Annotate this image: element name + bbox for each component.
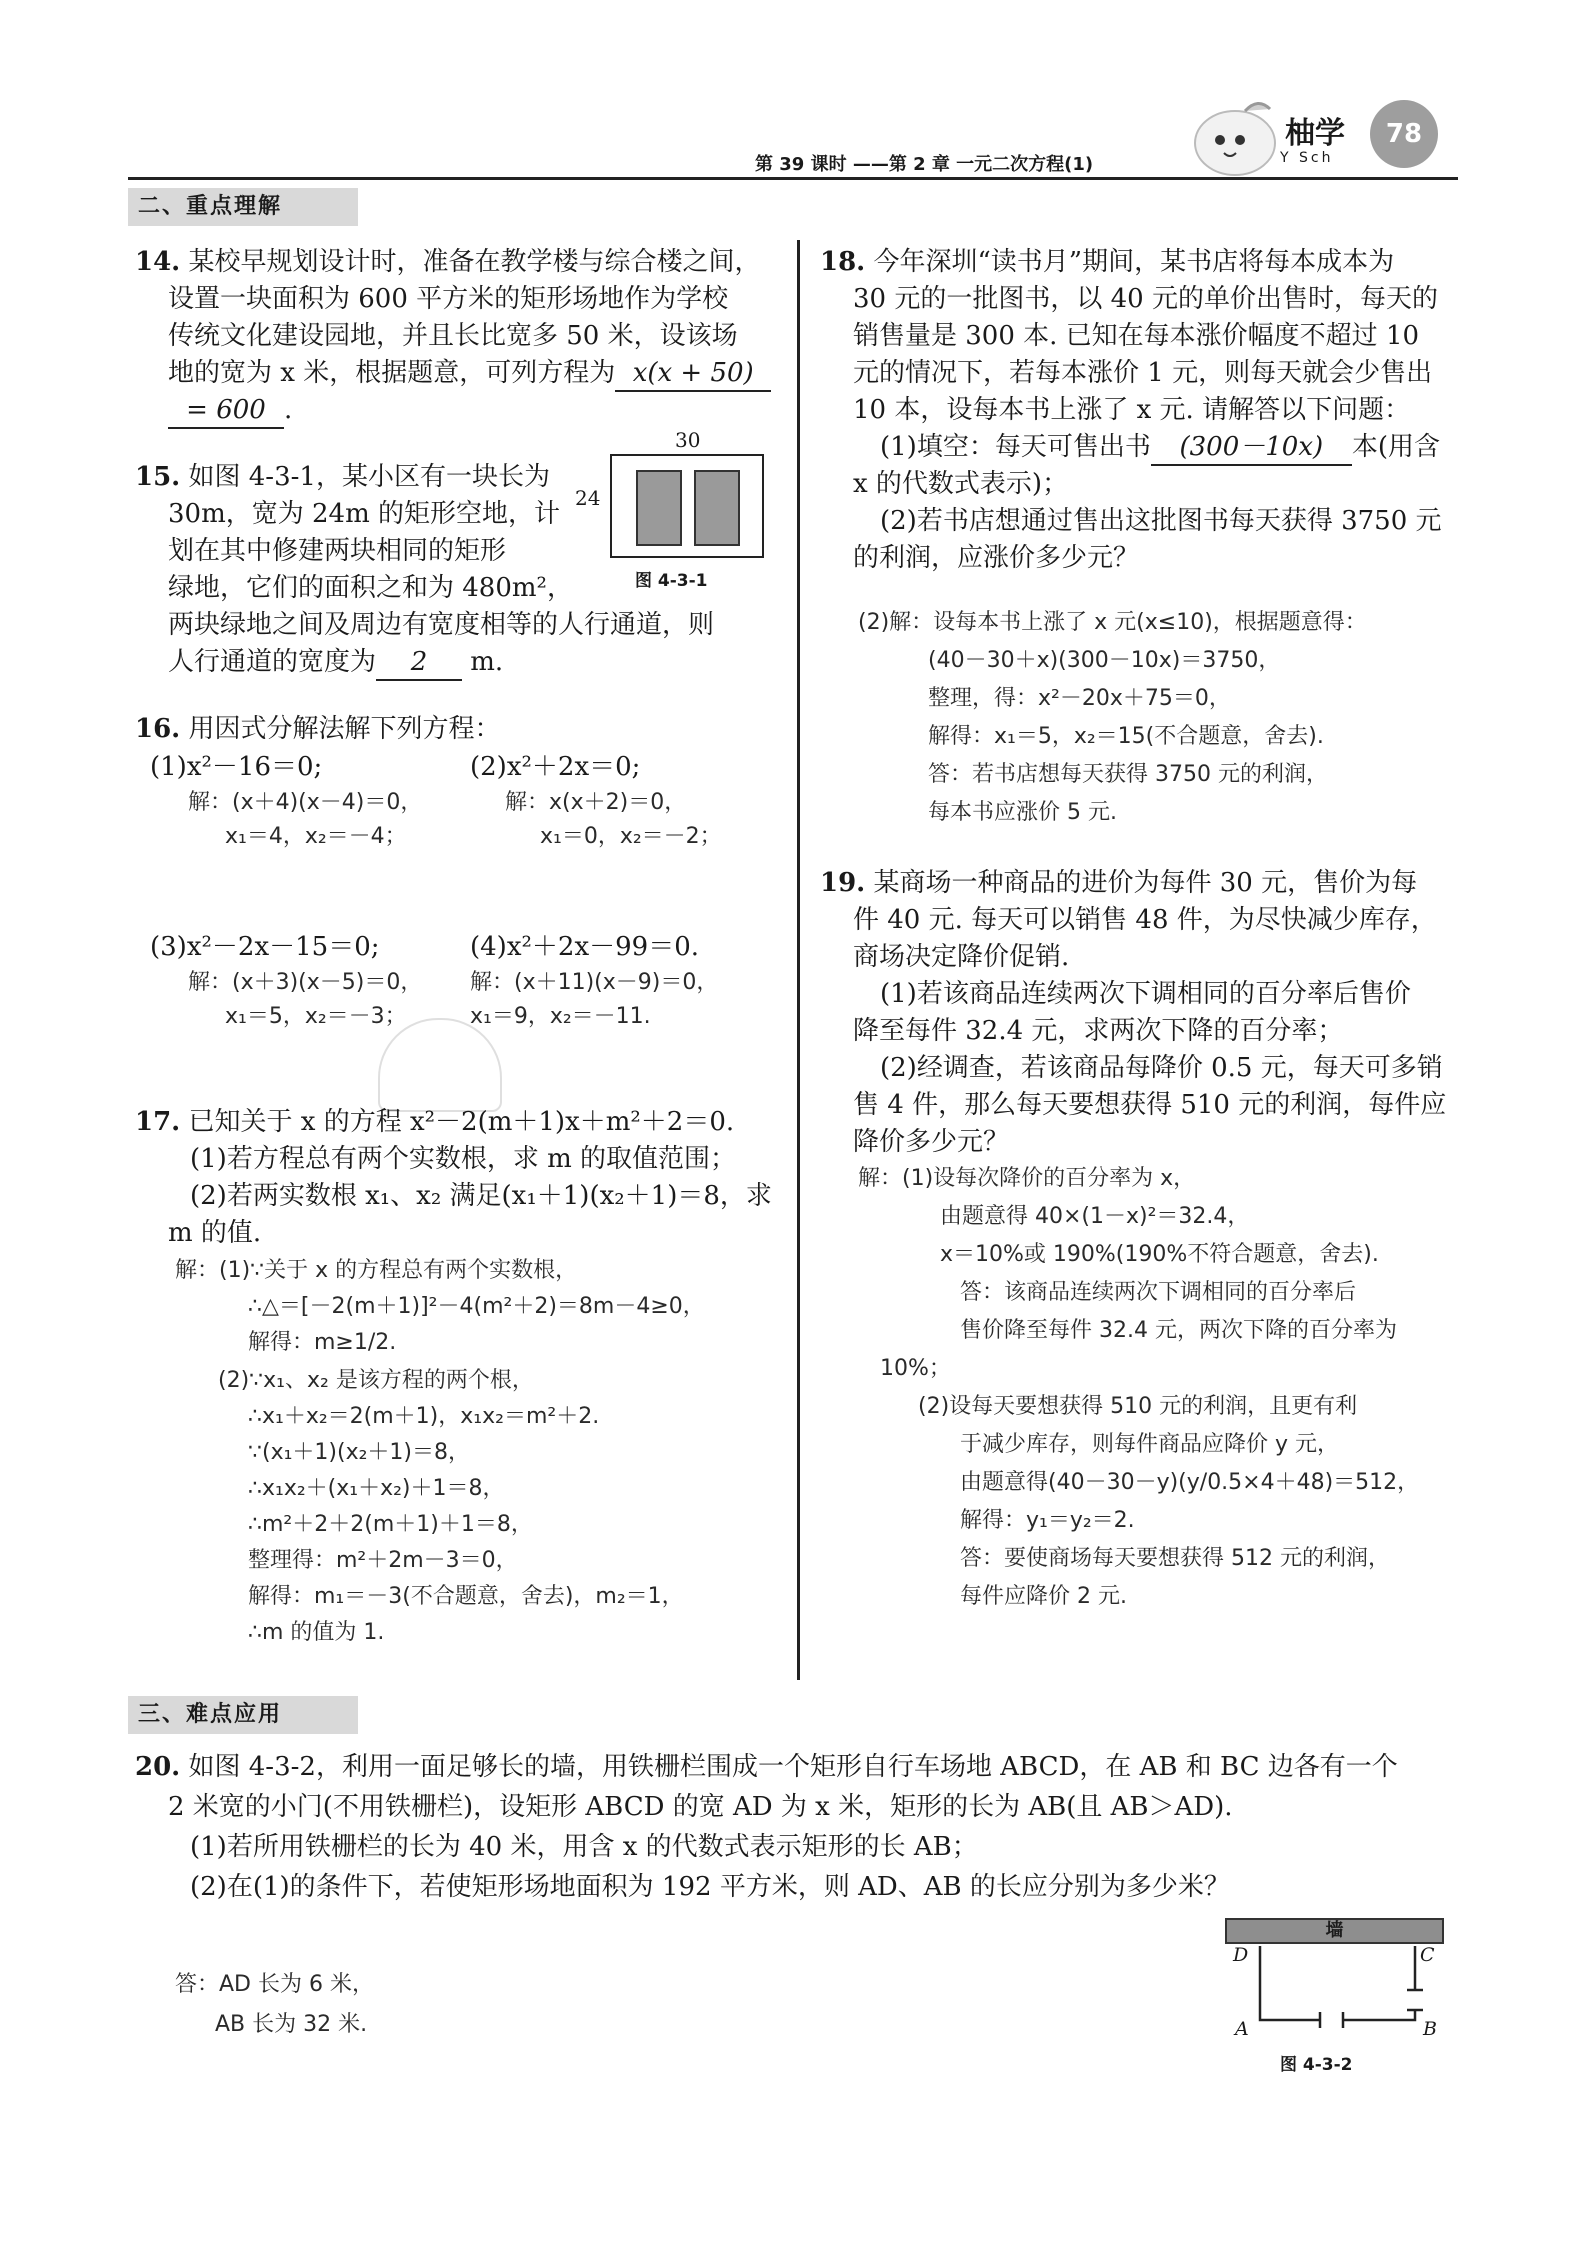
q16-part2-sol2: x₁＝0，x₂＝－2； xyxy=(540,824,722,849)
q18-sol-2: (40－30＋x)(300－10x)＝3750， xyxy=(928,648,1281,673)
q19-line4: (1)若该商品连续两次下调相同的百分率后售价 xyxy=(880,979,1411,1009)
q15-unit: m. xyxy=(470,647,504,677)
header-rule xyxy=(128,177,1458,180)
q20-number: 20. xyxy=(135,1752,181,1782)
q16-part2: (2)x²＋2x＝0; xyxy=(470,752,641,782)
q20-sol-2: AB 长为 32 米. xyxy=(215,2012,368,2037)
q16-part3-sol2: x₁＝5，x₂＝－3； xyxy=(225,1004,407,1029)
q15-number: 15. xyxy=(135,462,181,492)
q15-line2: 30m，宽为 24m 的矩形空地，计 xyxy=(168,499,561,529)
q18-line1 xyxy=(820,245,1394,279)
q15-line4: 绿地，它们的面积之和为 480m²， xyxy=(168,573,573,603)
q15-text6: 人行通道的宽度为 xyxy=(168,647,377,677)
q19-line8: 降价多少元？ xyxy=(853,1127,1010,1157)
q17-sol-4: (2)∵x₁、x₂ 是该方程的两个根， xyxy=(218,1368,534,1393)
q18-line5: 10 本，设每本书上涨了 x 元. 请解答以下问题： xyxy=(853,395,1411,425)
q17-line2: (1)若方程总有两个实数根，求 m 的取值范围； xyxy=(190,1144,737,1174)
q14-end: . xyxy=(284,395,293,425)
q15-line6 xyxy=(168,645,503,681)
q16-part1-sol2: x₁＝4，x₂＝－4； xyxy=(225,824,407,849)
q17-number: 17. xyxy=(135,1107,181,1137)
q17-line3: (2)若两实数根 x₁、x₂ 满足(x₁＋1)(x₂＋1)＝8，求 xyxy=(190,1181,772,1211)
q20-line4: (2)在(1)的条件下，若使矩形场地面积为 192 平方米，则 AD、AB 的长应分别为多少米？ xyxy=(190,1872,1230,1902)
q18-sol-1: (2)解：设每本书上涨了 x 元(x≤10)，根据题意得： xyxy=(858,610,1367,635)
brand-english: Y Sch xyxy=(1280,150,1334,166)
section-heading-3: 三、难点应用 xyxy=(128,1696,358,1734)
q14-line1 xyxy=(135,245,761,279)
q17-text1: 已知关于 x 的方程 x²－2(m＋1)x＋m²＋2＝0. xyxy=(188,1107,735,1137)
q15-line1 xyxy=(135,460,550,494)
q18-sol-3: 整理，得：x²－20x＋75＝0， xyxy=(928,686,1231,711)
q18-line6 xyxy=(880,430,1440,466)
q16-number: 16. xyxy=(135,714,181,744)
q18-line8: (2)若书店想通过售出这批图书每天获得 3750 元 xyxy=(880,506,1442,536)
section-heading-2: 二、重点理解 xyxy=(128,188,358,226)
fig1-garden-right xyxy=(694,470,740,546)
q19-sol-1: 解：(1)设每次降价的百分率为 x， xyxy=(858,1166,1196,1191)
q19-sol-4: 答：该商品连续两次下调相同的百分率后 xyxy=(960,1280,1357,1305)
q14-answer-1: x(x + 50) xyxy=(615,356,771,392)
figure-4-3-1 xyxy=(575,428,775,591)
q16-part1-sol1: 解：(x＋4)(x－4)＝0， xyxy=(188,790,423,815)
q14-answer-2: = 600 xyxy=(168,393,284,429)
fig1-left-label: 24 xyxy=(575,486,601,510)
q18-sol-4: 解得：x₁＝5，x₂＝15(不合题意，舍去). xyxy=(928,724,1324,749)
q18-line7: x 的代数式表示)； xyxy=(853,469,1069,499)
fig2-label-A: A xyxy=(1235,2018,1249,2040)
fig2-wall-label: 墙 xyxy=(1325,1920,1344,1941)
q19-sol-8: 于减少库存，则每件商品应降价 y 元， xyxy=(960,1432,1340,1457)
q15-text1: 如图 4-3-1，某小区有一块长为 xyxy=(188,462,550,492)
q20-line3: (1)若所用铁栅栏的长为 40 米，用含 x 的代数式表示矩形的长 AB； xyxy=(190,1832,978,1862)
q19-line1 xyxy=(820,866,1417,900)
figure-4-3-2 xyxy=(1225,1918,1455,2078)
q19-line7: 售 4 件，那么每天要想获得 510 元的利润，每件应 xyxy=(853,1090,1447,1120)
q16-part3-sol1: 解：(x＋3)(x－5)＝0， xyxy=(188,970,423,995)
q18-line3: 销售量是 300 本. 已知在每本涨价幅度不超过 10 xyxy=(853,321,1420,351)
fig1-caption: 图 4-3-1 xyxy=(635,571,708,591)
q17-line1 xyxy=(135,1105,734,1139)
q18-line4: 元的情况下，若每本涨价 1 元，则每天就会少售出 xyxy=(853,358,1433,388)
q18-sol-5: 答：若书店想每天获得 3750 元的利润， xyxy=(928,762,1328,787)
q18-text6a: (1)填空：每天可售出书 xyxy=(880,432,1151,462)
q19-number: 19. xyxy=(820,868,866,898)
q19-sol-12: 每件应降价 2 元. xyxy=(960,1584,1127,1609)
fig1-rectangle xyxy=(610,454,764,558)
fig2-label-D: D xyxy=(1233,1944,1249,1966)
q19-sol-10: 解得：y₁＝y₂＝2. xyxy=(960,1508,1135,1533)
q17-line4: m 的值. xyxy=(168,1218,262,1248)
fig2-label-C: C xyxy=(1420,1944,1435,1966)
q14-line5 xyxy=(168,393,292,429)
q16-part3: (3)x²－2x－15＝0; xyxy=(150,932,380,962)
header-logo xyxy=(1190,95,1285,180)
q17-sol-5: ∴x₁＋x₂＝2(m＋1)，x₁x₂＝m²＋2. xyxy=(248,1404,600,1429)
q17-sol-11: ∴m 的值为 1. xyxy=(248,1620,385,1645)
q19-line5: 降至每件 32.4 元，求两次下降的百分率； xyxy=(853,1016,1344,1046)
q20-line1 xyxy=(135,1750,1398,1784)
q18-number: 18. xyxy=(820,247,866,277)
q14-text1: 某校早规划设计时，准备在教学楼与综合楼之间， xyxy=(188,247,761,277)
q19-line6: (2)经调查，若该商品每降价 0.5 元，每天可多销 xyxy=(880,1053,1443,1083)
watermark-stamp xyxy=(378,1018,502,1112)
q19-line2: 件 40 元. 每天可以销售 48 件，为尽快减少库存， xyxy=(853,905,1437,935)
q19-sol-2: 由题意得 40×(1－x)²＝32.4， xyxy=(940,1204,1250,1229)
q17-sol-2: ∴△＝[－2(m＋1)]²－4(m²＋2)＝8m－4≥0， xyxy=(248,1294,705,1319)
q20-line2: 2 米宽的小门(不用铁栅栏)，设矩形 ABCD 的宽 AD 为 x 米，矩形的长为 AB(且 AB＞AD). xyxy=(168,1792,1233,1822)
q14-line4 xyxy=(168,356,771,392)
q15-answer: 2 xyxy=(376,645,462,681)
q17-sol-3: 解得：m≥1/2. xyxy=(248,1330,397,1355)
fig1-garden-left xyxy=(636,470,682,546)
q17-sol-10: 解得：m₁＝－3(不合题意，舍去)，m₂＝1， xyxy=(248,1584,684,1609)
fig2-caption: 图 4-3-2 xyxy=(1280,2055,1353,2075)
fig2-label-B: B xyxy=(1423,2018,1437,2040)
q15-line3: 划在其中修建两块相同的矩形 xyxy=(168,536,507,566)
q18-text6b: 本(用含 xyxy=(1351,432,1440,462)
q18-text1: 今年深圳“读书月”期间，某书店将每本成本为 xyxy=(873,247,1395,277)
q16-title: 用因式分解法解下列方程： xyxy=(188,714,501,744)
fig1-top-label: 30 xyxy=(675,428,701,452)
q16-part4: (4)x²＋2x－99＝0. xyxy=(470,932,700,962)
q16-part4-sol2: x₁＝9，x₂＝－11. xyxy=(470,1004,651,1029)
column-divider xyxy=(797,240,800,1680)
q20-sol-1: 答：AD 长为 6 米， xyxy=(175,1972,374,1997)
chapter-title: 第 39 课时 ——第 2 章 一元二次方程(1) xyxy=(755,154,1094,175)
q18-answer: (300－10x) xyxy=(1151,430,1352,466)
q14-line2: 设置一块面积为 600 平方米的矩形场地作为学校 xyxy=(168,284,729,314)
q14-number: 14. xyxy=(135,247,181,277)
q17-sol-7: ∴x₁x₂＋(x₁＋x₂)＋1＝8， xyxy=(248,1476,505,1501)
q17-sol-1: 解：(1)∵关于 x 的方程总有两个实数根， xyxy=(175,1258,578,1283)
brand-name: 柚学 xyxy=(1285,116,1345,151)
q19-text1: 某商场一种商品的进价为每件 30 元，售价为每 xyxy=(873,868,1418,898)
q19-sol-9: 由题意得(40－30－y)(y/0.5×4＋48)＝512， xyxy=(960,1470,1420,1495)
q15-line5: 两块绿地之间及周边有宽度相等的人行通道，则 xyxy=(168,610,715,640)
q17-sol-9: 整理得：m²＋2m－3＝0， xyxy=(248,1548,518,1573)
q19-sol-11: 答：要使商场每天要想获得 512 元的利润， xyxy=(960,1546,1390,1571)
q18-sol-6: 每本书应涨价 5 元. xyxy=(928,800,1117,825)
q19-sol-3: x＝10%或 190%(190%不符合题意，舍去). xyxy=(940,1242,1379,1267)
q14-text4: 地的宽为 x 米，根据题意，可列方程为 xyxy=(168,358,616,388)
q16-part4-sol1: 解：(x＋11)(x－9)＝0， xyxy=(470,970,719,995)
page-number: 78 xyxy=(1385,119,1423,149)
q19-sol-7: (2)设每天要想获得 510 元的利润，且更有利 xyxy=(918,1394,1358,1419)
q16-part2-sol1: 解：x(x＋2)＝0， xyxy=(505,790,687,815)
q19-sol-6: 10%； xyxy=(880,1356,951,1381)
page-number-badge xyxy=(1370,100,1438,168)
q16-part1: (1)x²－16＝0; xyxy=(150,752,323,782)
q16-line1 xyxy=(135,712,501,746)
q20-text1: 如图 4-3-2，利用一面足够长的墙，用铁栅栏围成一个矩形自行车场地 ABCD，在 AB 和 BC 边各有一个 xyxy=(188,1752,1398,1782)
q19-line3: 商场决定降价促销. xyxy=(853,942,1070,972)
q18-line9: 的利润，应涨价多少元？ xyxy=(853,543,1140,573)
fig2-wall xyxy=(1225,1918,1444,1944)
q17-sol-8: ∴m²＋2＋2(m＋1)＋1＝8， xyxy=(248,1512,533,1537)
q18-line2: 30 元的一批图书，以 40 元的单价出售时，每天的 xyxy=(853,284,1438,314)
q14-line3: 传统文化建设园地，并且长比宽多 50 米，设该场 xyxy=(168,321,738,351)
q17-sol-6: ∵(x₁＋1)(x₂＋1)＝8， xyxy=(248,1440,470,1465)
q19-sol-5: 售价降至每件 32.4 元，两次下降的百分率为 xyxy=(960,1318,1397,1343)
mascot-icon xyxy=(1190,95,1285,180)
